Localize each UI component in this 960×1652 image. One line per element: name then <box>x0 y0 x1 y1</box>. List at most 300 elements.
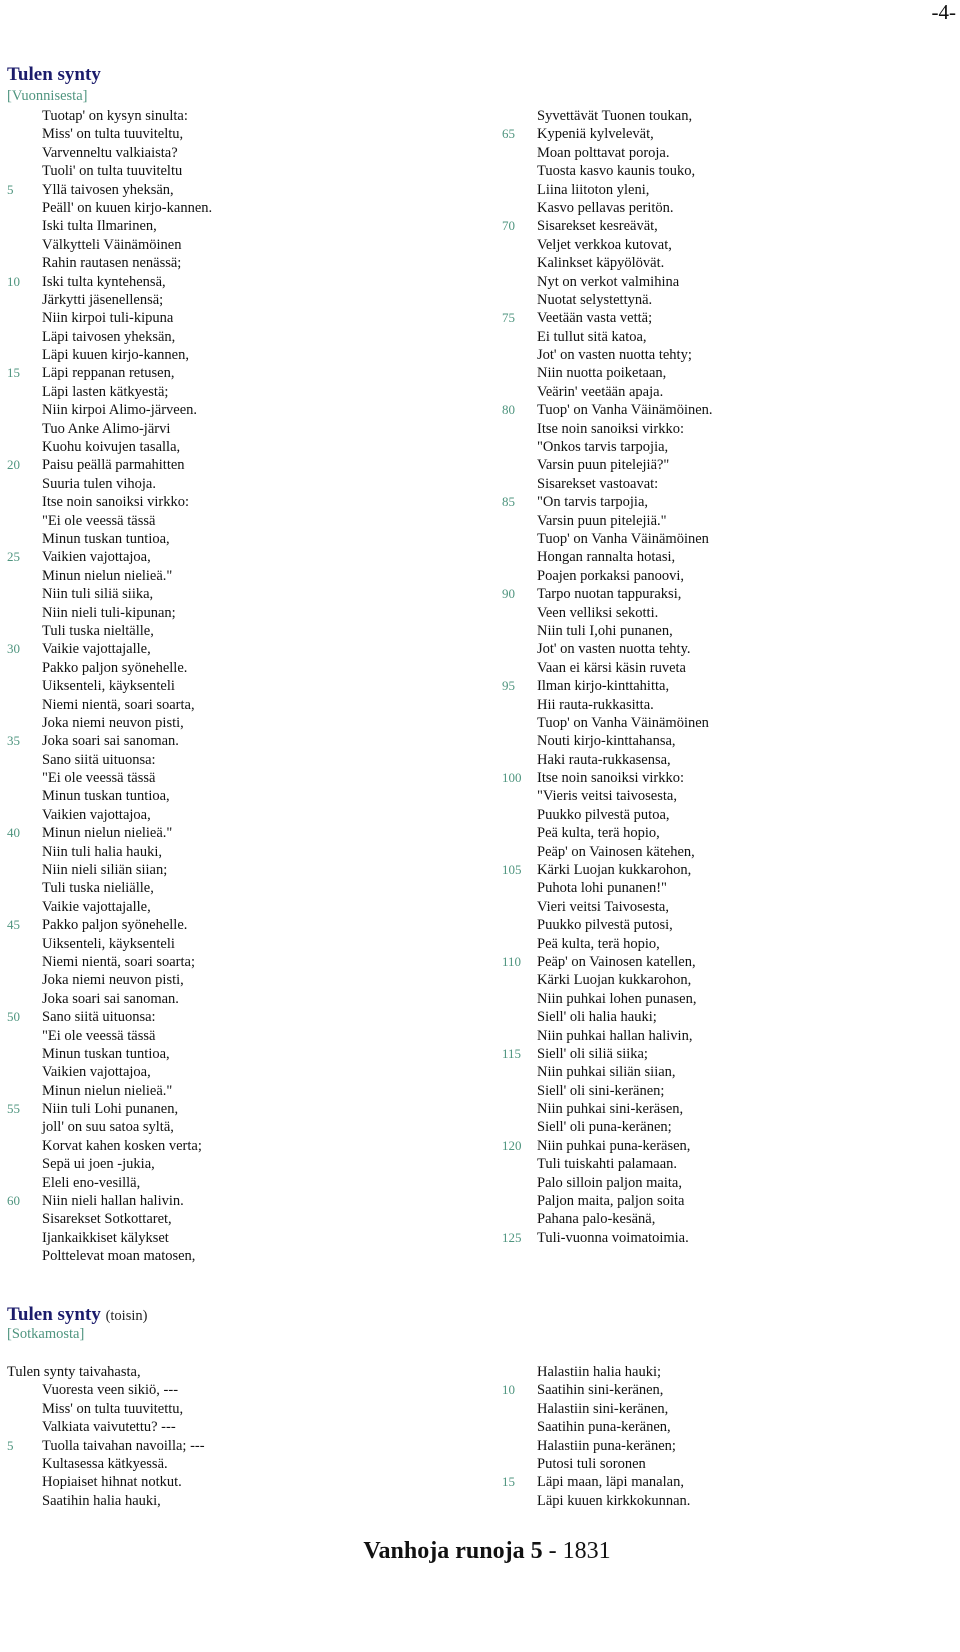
verse-text: Vieri veitsi Taivosesta, <box>537 898 669 915</box>
verse-text: Vaikie vajottajalle, <box>42 641 151 658</box>
verse-line <box>7 640 447 658</box>
verse-line <box>7 530 447 548</box>
verse-line <box>7 144 447 162</box>
verse-text: "Vieris veitsi taivosesta, <box>537 788 677 805</box>
verse-text: Hongan rannalta hotasi, <box>537 549 676 566</box>
verse-text: Sano siitä uituonsa: <box>42 1009 156 1026</box>
verse-line <box>502 953 942 971</box>
verse-line <box>7 1192 447 1210</box>
verse-text: Niin nuotta poiketaan, <box>537 365 667 382</box>
verse-text: joll' on suu satoa syltä, <box>42 1119 174 1136</box>
verse-line <box>7 1100 447 1118</box>
verse-text: Sisarekset kesreävät, <box>537 218 658 235</box>
line-number: 20 <box>7 457 20 473</box>
verse-line <box>7 401 447 419</box>
verse-text: Polttelevat moan matosen, <box>42 1248 196 1265</box>
verse-line <box>7 732 447 750</box>
verse-line <box>7 420 447 438</box>
verse-text: Läpi kuuen kirjo-kannen, <box>42 347 189 364</box>
verse-text: Joka niemi neuvon pisti, <box>42 972 184 989</box>
line-number: 15 <box>502 1474 515 1490</box>
verse-line <box>502 512 942 530</box>
verse-text: Nouti kirjo-kinttahansa, <box>537 733 676 750</box>
verse-line <box>7 953 447 971</box>
verse-text: Moan polttavat poroja. <box>537 144 670 161</box>
verse-text: Veärin' veetään apaja. <box>537 383 664 400</box>
poem-source: [Vuonnisesta] <box>7 88 88 104</box>
verse-line <box>7 493 447 511</box>
verse-text: Niin puhkai hallan halivin, <box>537 1027 693 1044</box>
verse-line <box>7 1118 447 1136</box>
verse-text: Niemi nientä, soari soarta; <box>42 953 196 970</box>
verse-line <box>7 512 447 530</box>
line-number: 75 <box>502 310 515 326</box>
line-number: 115 <box>502 1045 522 1061</box>
line-number: 30 <box>7 641 20 657</box>
verse-text: Peäp' on Vainosen katellen, <box>537 953 696 970</box>
verse-text: Nuotat selystettynä. <box>537 291 653 308</box>
verse-text: Valkiata vaivutettu? --- <box>42 1419 176 1436</box>
poem-source: [Sotkamosta] <box>7 1326 85 1342</box>
verse-text: Korvat kahen kosken verta; <box>42 1137 202 1154</box>
verse-text: Veen velliksi sekotti. <box>537 604 659 621</box>
verse-line <box>502 898 942 916</box>
verse-text: Palo silloin paljon maita, <box>537 1174 682 1191</box>
verse-line <box>7 107 447 125</box>
line-number: 65 <box>502 126 515 142</box>
verse-text: Vaikien vajottajoa, <box>42 549 151 566</box>
verse-text: Siell' oli halia hauki; <box>537 1009 657 1026</box>
verse-line <box>7 548 447 566</box>
verse-line <box>502 990 942 1008</box>
verse-text: Läpi maan, läpi manalan, <box>537 1474 684 1491</box>
poem-column-right <box>502 107 942 1247</box>
verse-text: Varvenneltu valkiaista? <box>42 144 178 161</box>
verse-line <box>502 236 942 254</box>
verse-text: Kuohu koivujen tasalla, <box>42 439 181 456</box>
verse-text: "Ei ole veessä tässä <box>42 512 156 529</box>
verse-line <box>502 346 942 364</box>
verse-line <box>7 181 447 199</box>
verse-text: Ilman kirjo-kinttahitta, <box>537 678 670 695</box>
verse-line <box>7 1247 447 1265</box>
line-number: 100 <box>502 770 522 786</box>
verse-text: "Ei ole veessä tässä <box>42 770 156 787</box>
verse-text: Niin puhkai lohen punasen, <box>537 990 697 1007</box>
verse-line <box>502 769 942 787</box>
verse-text: Ei tullut sitä katoa, <box>537 328 647 345</box>
verse-line <box>7 567 447 585</box>
verse-text: Jot' on vasten nuotta tehty. <box>537 641 691 658</box>
line-number: 5 <box>7 181 14 197</box>
verse-text: Eleli eno-vesillä, <box>42 1174 141 1191</box>
verse-line <box>7 309 447 327</box>
verse-line <box>502 1192 942 1210</box>
verse-line <box>7 1155 447 1173</box>
verse-line <box>7 1473 447 1491</box>
verse-text: Nyt on verkot valmihina <box>537 273 680 290</box>
verse-line <box>502 659 942 677</box>
verse-text: Vuoresta veen sikiö, --- <box>42 1382 179 1399</box>
poem-title-text: Tulen synty <box>7 64 101 85</box>
verse-text: Läpi kuuen kirkkokunnan. <box>537 1492 691 1509</box>
verse-line <box>7 236 447 254</box>
verse-line <box>502 1100 942 1118</box>
verse-text: Jot' on vasten nuotta tehty; <box>537 347 692 364</box>
verse-text: Niin nieli tuli-kipunan; <box>42 604 176 621</box>
line-number: 85 <box>502 494 515 510</box>
verse-line <box>502 144 942 162</box>
verse-line <box>7 677 447 695</box>
verse-text: Suuria tulen vihoja. <box>42 475 156 492</box>
verse-line <box>7 696 447 714</box>
verse-text: Tuli tuiskahti palamaan. <box>537 1156 678 1173</box>
verse-line <box>7 787 447 805</box>
verse-line <box>7 1400 447 1418</box>
verse-line <box>502 732 942 750</box>
verse-text: Puukko pilvestä putoa, <box>537 806 670 823</box>
verse-text: Siell' oli sini-keränen; <box>537 1082 665 1099</box>
verse-text: Vaan ei kärsi käsin ruveta <box>537 659 686 676</box>
verse-text: Hopiaiset hihnat notkut. <box>42 1474 182 1491</box>
verse-text: "Onkos tarvis tarpojia, <box>537 439 669 456</box>
verse-text: Yllä taivosen yheksän, <box>42 181 174 198</box>
verse-text: Itse noin sanoiksi virkko: <box>537 420 685 437</box>
verse-line <box>502 640 942 658</box>
verse-line <box>502 585 942 603</box>
verse-text: Saatihin puna-keränen, <box>537 1419 671 1436</box>
verse-line <box>502 714 942 732</box>
verse-text: Sepä ui joen -jukia, <box>42 1156 155 1173</box>
verse-text: Tuotap' on kysyn sinulta: <box>42 108 188 124</box>
verse-line <box>502 364 942 382</box>
verse-line <box>502 1437 942 1455</box>
verse-text: Itse noin sanoiksi virkko: <box>537 770 685 787</box>
verse-text: Peä kulta, terä hopio, <box>537 825 660 842</box>
verse-line <box>502 401 942 419</box>
verse-text: Siell' oli siliä siika; <box>537 1045 648 1062</box>
verse-line <box>502 383 942 401</box>
verse-text: Saatihin halia hauki, <box>42 1492 161 1509</box>
verse-line <box>502 328 942 346</box>
verse-text: Peäll' on kuuen kirjo-kannen. <box>42 199 213 216</box>
verse-line <box>502 1155 942 1173</box>
verse-line <box>502 824 942 842</box>
verse-text: Paisu peällä parmahitten <box>42 457 185 474</box>
verse-line <box>7 1045 447 1063</box>
verse-text: Tuosta kasvo kaunis touko, <box>537 163 696 180</box>
verse-text: Tuop' on Vanha Väinämöinen. <box>537 402 713 419</box>
verse-line <box>502 1118 942 1136</box>
poem-column-left <box>7 107 447 1266</box>
line-number: 70 <box>502 218 515 234</box>
verse-text: Läpi taivosen yheksän, <box>42 328 176 345</box>
verse-text: Niin nieli hallan halivin. <box>42 1193 184 1210</box>
page-footer <box>0 1538 960 1565</box>
line-number: 80 <box>502 402 515 418</box>
verse-line <box>502 696 942 714</box>
verse-text: Paljon maita, paljon soita <box>537 1193 685 1210</box>
line-number: 40 <box>7 825 20 841</box>
line-number: 10 <box>7 273 20 289</box>
verse-text: Kärki Luojan kukkarohon, <box>537 972 692 989</box>
verse-text: Tuoli' on tulta tuuviteltu <box>42 163 183 180</box>
verse-line <box>502 420 942 438</box>
verse-line <box>502 493 942 511</box>
verse-text: Vaikien vajottajoa, <box>42 806 151 823</box>
verse-line <box>502 1082 942 1100</box>
verse-line <box>502 1045 942 1063</box>
verse-text: Uiksenteli, käyksenteli <box>42 678 175 695</box>
verse-text: Kärki Luojan kukkarohon, <box>537 862 692 879</box>
verse-line <box>7 843 447 861</box>
verse-line <box>502 181 942 199</box>
line-number: 10 <box>502 1382 515 1398</box>
verse-line <box>502 1027 942 1045</box>
verse-line <box>502 1492 942 1510</box>
verse-text: Halastiin puna-keränen; <box>537 1437 676 1454</box>
verse-text: Niemi nientä, soari soarta, <box>42 696 195 713</box>
verse-line <box>7 125 447 143</box>
verse-line <box>7 273 447 291</box>
verse-text: Niin tuli siliä siika, <box>42 586 154 603</box>
line-number: 105 <box>502 862 522 878</box>
verse-line <box>7 861 447 879</box>
verse-text: Saatihin sini-keränen, <box>537 1382 664 1399</box>
verse-line <box>7 475 447 493</box>
verse-line <box>7 935 447 953</box>
verse-text: Niin kirpoi Alimo-järveen. <box>42 402 198 419</box>
verse-line <box>7 1082 447 1100</box>
verse-line <box>7 824 447 842</box>
verse-text: Kalinkset käpyölövät. <box>537 255 665 272</box>
verse-text: Tuop' on Vanha Väinämöinen <box>537 530 709 547</box>
verse-line <box>502 916 942 934</box>
line-number: 50 <box>7 1009 20 1025</box>
line-number: 60 <box>7 1193 20 1209</box>
poem-title <box>7 1304 147 1326</box>
verse-text: Läpi lasten kätkyestä; <box>42 383 169 400</box>
verse-line <box>502 475 942 493</box>
verse-line <box>7 751 447 769</box>
poem-title-text: Tulen synty <box>7 1304 101 1325</box>
verse-text: Kasvo pellavas peritön. <box>537 199 674 216</box>
verse-text: Tuli tuska nieliälle, <box>42 880 154 897</box>
line-number: 45 <box>7 917 20 933</box>
verse-text: Läpi reppanan retusen, <box>42 365 175 382</box>
verse-text: Minun tuskan tuntioa, <box>42 788 170 805</box>
verse-text: Tuli tuska nieltälle, <box>42 622 154 639</box>
poem-title <box>7 64 101 86</box>
line-number: 120 <box>502 1137 522 1153</box>
verse-text: Pahana palo-kesänä, <box>537 1211 656 1228</box>
verse-text: Joka soari sai sanoman. <box>42 990 179 1007</box>
verse-text: Sisarekset Sotkottaret, <box>42 1211 172 1228</box>
verse-line <box>7 1455 447 1473</box>
verse-line <box>502 971 942 989</box>
verse-text: Uiksenteli, käyksenteli <box>42 935 175 952</box>
verse-text: Järkytti jäsenellensä; <box>42 291 164 308</box>
verse-text: Niin tuli Lohi punanen, <box>42 1101 179 1118</box>
verse-text: Tarpo nuotan tappuraksi, <box>537 586 682 603</box>
verse-text: Minun nielun nielieä." <box>42 1082 173 1099</box>
page-number: -4- <box>931 0 956 24</box>
verse-line <box>7 898 447 916</box>
verse-line <box>7 769 447 787</box>
verse-line <box>7 346 447 364</box>
verse-text: Tuolla taivahan navoilla; --- <box>42 1437 205 1454</box>
verse-line <box>7 291 447 309</box>
verse-line <box>502 1137 942 1155</box>
verse-text: Veetään vasta vettä; <box>537 310 653 327</box>
verse-text: Niin nieli siliän siian; <box>42 862 168 879</box>
verse-text: Hii rauta-rukkasitta. <box>537 696 654 713</box>
verse-text: Halastiin halia hauki; <box>537 1364 662 1380</box>
verse-text: Joka soari sai sanoman. <box>42 733 179 750</box>
verse-line <box>502 291 942 309</box>
verse-line <box>7 585 447 603</box>
verse-text: Niin puhkai puna-keräsen, <box>537 1137 691 1154</box>
footer-year: 1831 <box>562 1538 611 1564</box>
verse-line <box>502 1418 942 1436</box>
verse-line <box>502 1229 942 1247</box>
verse-line <box>502 843 942 861</box>
verse-line <box>502 530 942 548</box>
verse-text: Tuli-vuonna voimatoimia. <box>537 1229 689 1246</box>
verse-line <box>7 714 447 732</box>
line-number: 90 <box>502 586 515 602</box>
verse-text: Puukko pilvestä putosi, <box>537 917 673 934</box>
verse-line <box>7 659 447 677</box>
verse-line <box>7 622 447 640</box>
verse-line <box>502 567 942 585</box>
verse-text: Miss' on tulta tuuvitettu, <box>42 1400 184 1417</box>
verse-text: "Ei ole veessä tässä <box>42 1027 156 1044</box>
verse-text: Minun nielun nielieä." <box>42 567 173 584</box>
verse-text: Sano siitä uituonsa: <box>42 751 156 768</box>
verse-text: Vaikie vajottajalle, <box>42 898 151 915</box>
verse-text: Puhota lohi punanen!" <box>537 880 667 897</box>
verse-text: Itse noin sanoiksi virkko: <box>42 494 190 511</box>
verse-text: Peäp' on Vainosen kätehen, <box>537 843 695 860</box>
verse-line <box>502 677 942 695</box>
verse-line <box>7 456 447 474</box>
verse-text: Kultasessa kätkyessä. <box>42 1455 168 1472</box>
verse-text: Iski tulta Ilmarinen, <box>42 218 157 235</box>
verse-line <box>7 438 447 456</box>
verse-line <box>502 935 942 953</box>
verse-text: Haki rauta-rukkasensa, <box>537 751 671 768</box>
verse-line <box>502 125 942 143</box>
verse-text: Liina liitoton yleni, <box>537 181 650 198</box>
verse-line <box>502 273 942 291</box>
verse-line <box>502 1400 942 1418</box>
line-number: 15 <box>7 365 20 381</box>
verse-line <box>502 548 942 566</box>
verse-line <box>7 916 447 934</box>
verse-text: Veljet verkkoa kutovat, <box>537 236 672 253</box>
verse-text: Joka niemi neuvon pisti, <box>42 714 184 731</box>
verse-line <box>502 309 942 327</box>
verse-line <box>7 1381 447 1399</box>
verse-text: Halastiin sini-keränen, <box>537 1400 669 1417</box>
verse-line <box>7 1492 447 1510</box>
verse-line <box>502 456 942 474</box>
poem-title-suffix: (toisin) <box>105 1308 148 1324</box>
verse-line <box>502 1455 942 1473</box>
verse-text: Rahin rautasen nenässä; <box>42 255 182 272</box>
verse-line <box>7 1363 447 1381</box>
verse-line <box>7 990 447 1008</box>
verse-line <box>502 107 942 125</box>
verse-line <box>502 1363 942 1381</box>
verse-line <box>502 1473 942 1491</box>
verse-line <box>502 879 942 897</box>
verse-text: Minun nielun nielieä." <box>42 825 173 842</box>
line-number: 35 <box>7 733 20 749</box>
verse-line <box>7 1210 447 1228</box>
verse-line <box>7 199 447 217</box>
verse-text: Peä kulta, terä hopio, <box>537 935 660 952</box>
verse-line <box>502 199 942 217</box>
line-number: 55 <box>7 1101 20 1117</box>
verse-line <box>502 861 942 879</box>
verse-line <box>502 622 942 640</box>
verse-line <box>502 1008 942 1026</box>
verse-line <box>7 1437 447 1455</box>
verse-line <box>502 1210 942 1228</box>
verse-text: Niin tuli halia hauki, <box>42 843 163 860</box>
verse-line <box>7 383 447 401</box>
verse-text: Minun tuskan tuntioa, <box>42 1045 170 1062</box>
verse-line <box>7 254 447 272</box>
line-number: 125 <box>502 1229 522 1245</box>
verse-text: Tulen synty taivahasta, <box>7 1364 141 1380</box>
verse-text: Pakko paljon syönehelle. <box>42 659 188 676</box>
line-number: 95 <box>502 678 515 694</box>
line-number: 110 <box>502 953 522 969</box>
verse-text: Niin kirpoi tuli-kipuna <box>42 310 174 327</box>
verse-line <box>502 162 942 180</box>
verse-line <box>502 254 942 272</box>
verse-text: Tuop' on Vanha Väinämöinen <box>537 714 709 731</box>
verse-text: Varsin puun pitelejiä?" <box>537 457 670 474</box>
verse-line <box>502 1174 942 1192</box>
verse-line <box>7 1063 447 1081</box>
verse-text: Putosi tuli soronen <box>537 1455 646 1472</box>
verse-text: Kypeniä kylvelevät, <box>537 126 654 143</box>
verse-line <box>502 806 942 824</box>
verse-line <box>7 328 447 346</box>
verse-text: Ijankaikkiset kälykset <box>42 1229 169 1246</box>
verse-text: Pakko paljon syönehelle. <box>42 917 188 934</box>
verse-text: Sisarekset vastoavat: <box>537 475 659 492</box>
verse-line <box>7 1418 447 1436</box>
verse-text: Syvettävät Tuonen toukan, <box>537 108 693 124</box>
verse-line <box>7 971 447 989</box>
verse-line <box>502 1381 942 1399</box>
verse-line <box>7 1229 447 1247</box>
poem-column-left <box>7 1363 447 1510</box>
footer-series: Vanhoja runoja 5 <box>363 1538 543 1564</box>
verse-text: "On tarvis tarpojia, <box>537 494 649 511</box>
footer-separator: - <box>542 1538 563 1564</box>
verse-line <box>7 604 447 622</box>
verse-line <box>502 438 942 456</box>
verse-text: Niin tuli I,ohi punanen, <box>537 622 673 639</box>
poem-column-right <box>502 1363 942 1510</box>
verse-text: Varsin puun pitelejiä." <box>537 512 667 529</box>
